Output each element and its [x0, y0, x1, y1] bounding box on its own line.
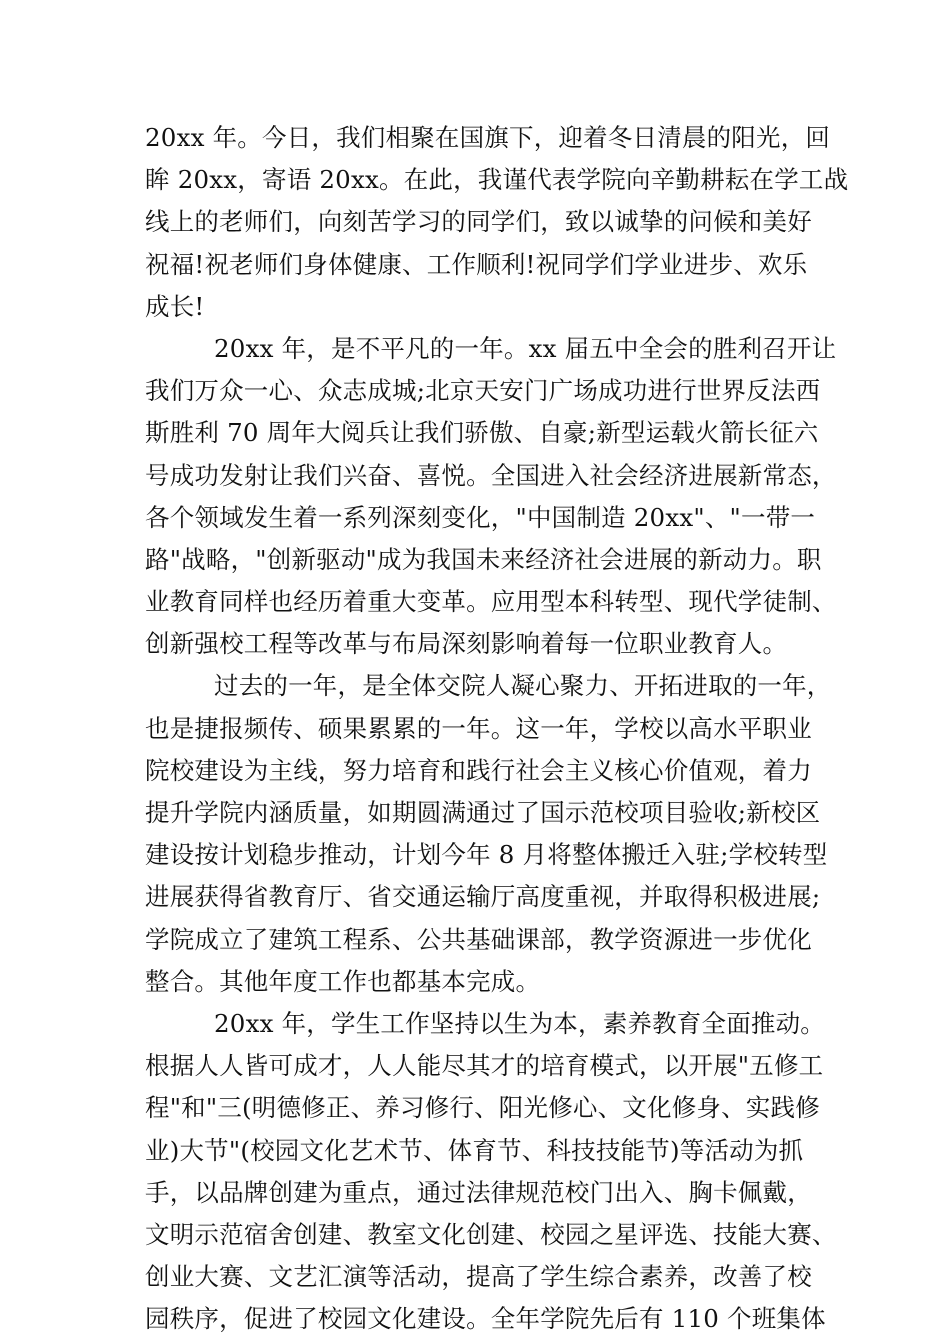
- text-line: 院校建设为主线，努力培育和践行社会主义核心价值观，着力: [145, 755, 812, 785]
- text-line: 手，以品牌创建为重点，通过法律规范校门出入、胸卡佩戴，: [145, 1177, 812, 1207]
- paragraph-4: [145, 1003, 837, 1341]
- text-line: 根据人人皆可成才，人人能尽其才的培育模式，以开展"五修工: [145, 1051, 824, 1081]
- text-line: 创业大赛、文艺汇演等活动，提高了学生综合素养，改善了校: [145, 1262, 812, 1292]
- text-line: 20xx 年，学生工作坚持以生为本，素养教育全面推动。: [214, 1008, 825, 1038]
- text-line: 园秩序，促进了校园文化建设。全年学院先后有 110 个班集体: [145, 1304, 826, 1334]
- text-line: 各个领域发生着一系列深刻变化，"中国制造 20xx"、"一带一: [145, 502, 816, 532]
- paragraph-2: [145, 328, 837, 666]
- text-line: 文明示范宿舍创建、教室文化创建、校园之星评选、技能大赛、: [145, 1219, 837, 1249]
- text-line: 也是捷报频传、硕果累累的一年。这一年，学校以高水平职业: [145, 713, 812, 743]
- text-line: 业教育同样也经历着重大变革。应用型本科转型、现代学徒制、: [145, 587, 837, 617]
- paragraph-1: [145, 117, 849, 328]
- text-line: 创新强校工程等改革与布局深刻影响着每一位职业教育人。: [145, 629, 788, 659]
- text-line: 20xx 年，是不平凡的一年。xx 届五中全会的胜利召开让: [214, 333, 837, 363]
- text-line: 路"战略，"创新驱动"成为我国未来经济社会进展的新动力。职: [145, 544, 822, 574]
- text-line: 我们万众一心、众志成城;北京天安门广场成功进行世界反法西: [145, 376, 821, 406]
- text-line: 提升学院内涵质量，如期圆满通过了国示范校项目验收;新校区: [145, 798, 821, 827]
- document-body: [145, 117, 849, 1340]
- text-line: 成长!: [145, 291, 205, 321]
- text-line: 20xx 年。今日，我们相聚在国旗下，迎着冬日清晨的阳光，回: [145, 123, 831, 152]
- text-line: 斯胜利 70 周年大阅兵让我们骄傲、自豪;新型运载火箭长征六: [145, 418, 819, 448]
- text-line: 业)大节"(校园文化艺术节、体育节、科技技能节)等活动为抓: [145, 1135, 804, 1165]
- text-line: 进展获得省教育厅、省交通运输厅高度重视，并取得积极进展;: [145, 882, 821, 912]
- text-line: 程"和"三(明德修正、养习修行、阳光修心、文化修身、实践修: [145, 1093, 820, 1123]
- text-line: 建设按计划稳步推动，计划今年 8 月将整体搬迁入驻;学校转型: [145, 840, 828, 870]
- text-line: 祝福!祝老师们身体健康、工作顺利!祝同学们学业进步、欢乐: [145, 249, 808, 279]
- text-line: 学院成立了建筑工程系、公共基础课部，教学资源进一步优化: [145, 924, 812, 954]
- text-line: 过去的一年，是全体交院人凝心聚力、开拓进取的一年，: [214, 671, 832, 701]
- text-line: 整合。其他年度工作也都基本完成。: [145, 966, 541, 996]
- text-line: 号成功发射让我们兴奋、喜悦。全国进入社会经济进展新常态，: [145, 460, 837, 490]
- text-line: 线上的老师们，向刻苦学习的同学们，致以诚挚的问候和美好: [145, 207, 812, 237]
- paragraph-3: [145, 665, 832, 1003]
- text-line: 眸 20xx，寄语 20xx。在此，我谨代表学院向辛勤耕耘在学工战: [145, 165, 849, 195]
